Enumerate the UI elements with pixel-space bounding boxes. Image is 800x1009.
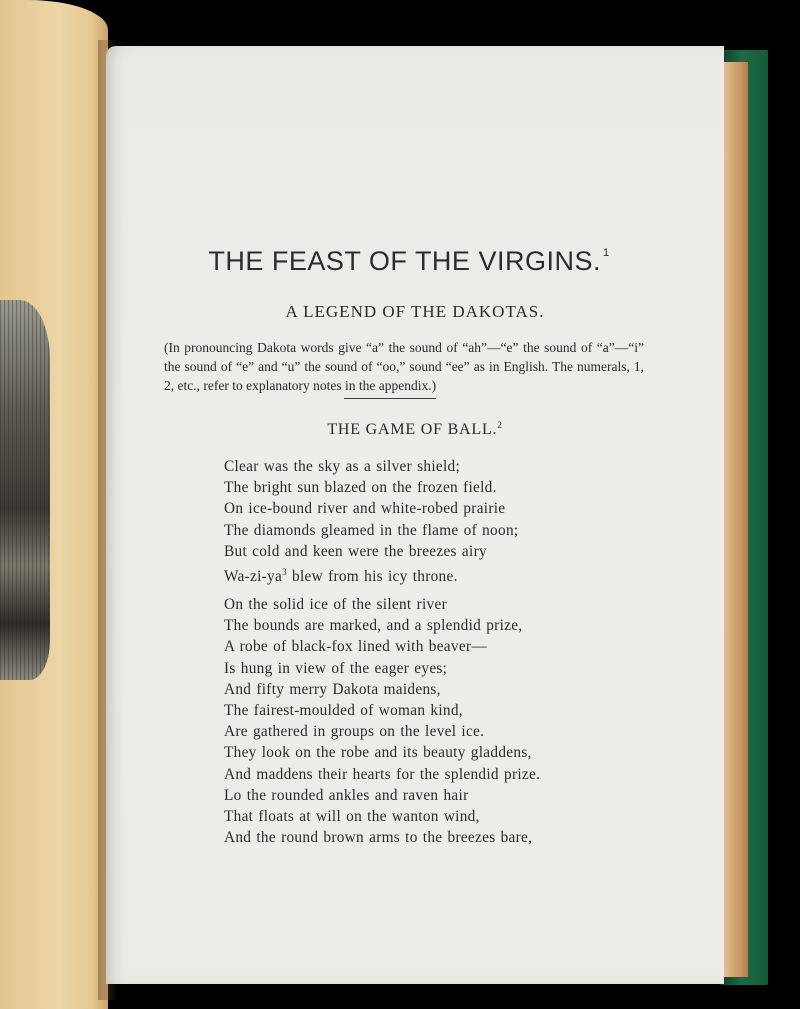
verse-line: Lo the rounded ankles and raven hair: [224, 786, 469, 804]
verse-line: And fifty merry Dakota maidens,: [224, 680, 441, 698]
wind-note-marker: 3: [282, 567, 287, 578]
verse-line: The diamonds gleamed in the flame of noon;: [224, 521, 519, 539]
verse-line: The bounds are marked, and a splendid prize,: [224, 617, 523, 635]
page-subtitle: A LEGEND OF THE DAKOTAS.: [285, 302, 545, 321]
left-page-illustration: [0, 300, 50, 680]
verse-line: The bright sun blazed on the frozen field.: [224, 479, 497, 497]
title-note-marker: 1: [602, 247, 610, 259]
verse-line: A robe of black-fox lined with beaver—: [224, 638, 487, 656]
section-title-text: THE GAME OF BALL.: [327, 421, 498, 438]
verse-line: That floats at will on the wanton wind,: [224, 808, 480, 826]
verse-line: On ice-bound river and white-robed prairie: [224, 500, 506, 518]
stanza-2: [224, 594, 540, 848]
verse-line: Are gathered in groups on the level ice.: [224, 723, 485, 741]
verse-line: They look on the robe and its beauty gladdens,: [224, 744, 532, 762]
verse-line: Is hung in view of the eager eyes;: [224, 659, 448, 677]
verse-line-rest: blew from his icy throne.: [292, 568, 458, 586]
verse-line: But cold and keen were the breezes airy: [224, 542, 487, 560]
verse-line-wind: [224, 562, 518, 587]
page-title: [100, 246, 718, 277]
left-page: [0, 0, 108, 1009]
right-page: [106, 46, 724, 984]
page-title-text: THE FEAST OF THE VIRGINS.: [208, 246, 601, 276]
section-note-marker: 2: [497, 420, 503, 430]
verse-line: The fairest-moulded of woman kind,: [224, 702, 463, 720]
pronunciation-note: (In pronouncing Dakota words give “a” the sound of “ah”—“e” the sound of “a”—“i” the sound of “e” and “u” the sound of “oo,” sound “ee” as in English. The numerals, 1, 2, etc., refer to explanatory notes in the appendix.): [164, 340, 644, 393]
section-title: [106, 420, 724, 439]
dakota-word: Wa-zi-ya: [224, 568, 283, 586]
divider-rule: [344, 398, 436, 399]
stanza-1: [224, 456, 518, 587]
verse-line: On the solid ice of the silent river: [224, 596, 447, 613]
verse-line: And maddens their hearts for the splendid prize.: [224, 765, 541, 783]
verse-line: And the round brown arms to the breezes bare,: [224, 829, 533, 847]
verse-line: Clear was the sky as a silver shield;: [224, 458, 461, 475]
